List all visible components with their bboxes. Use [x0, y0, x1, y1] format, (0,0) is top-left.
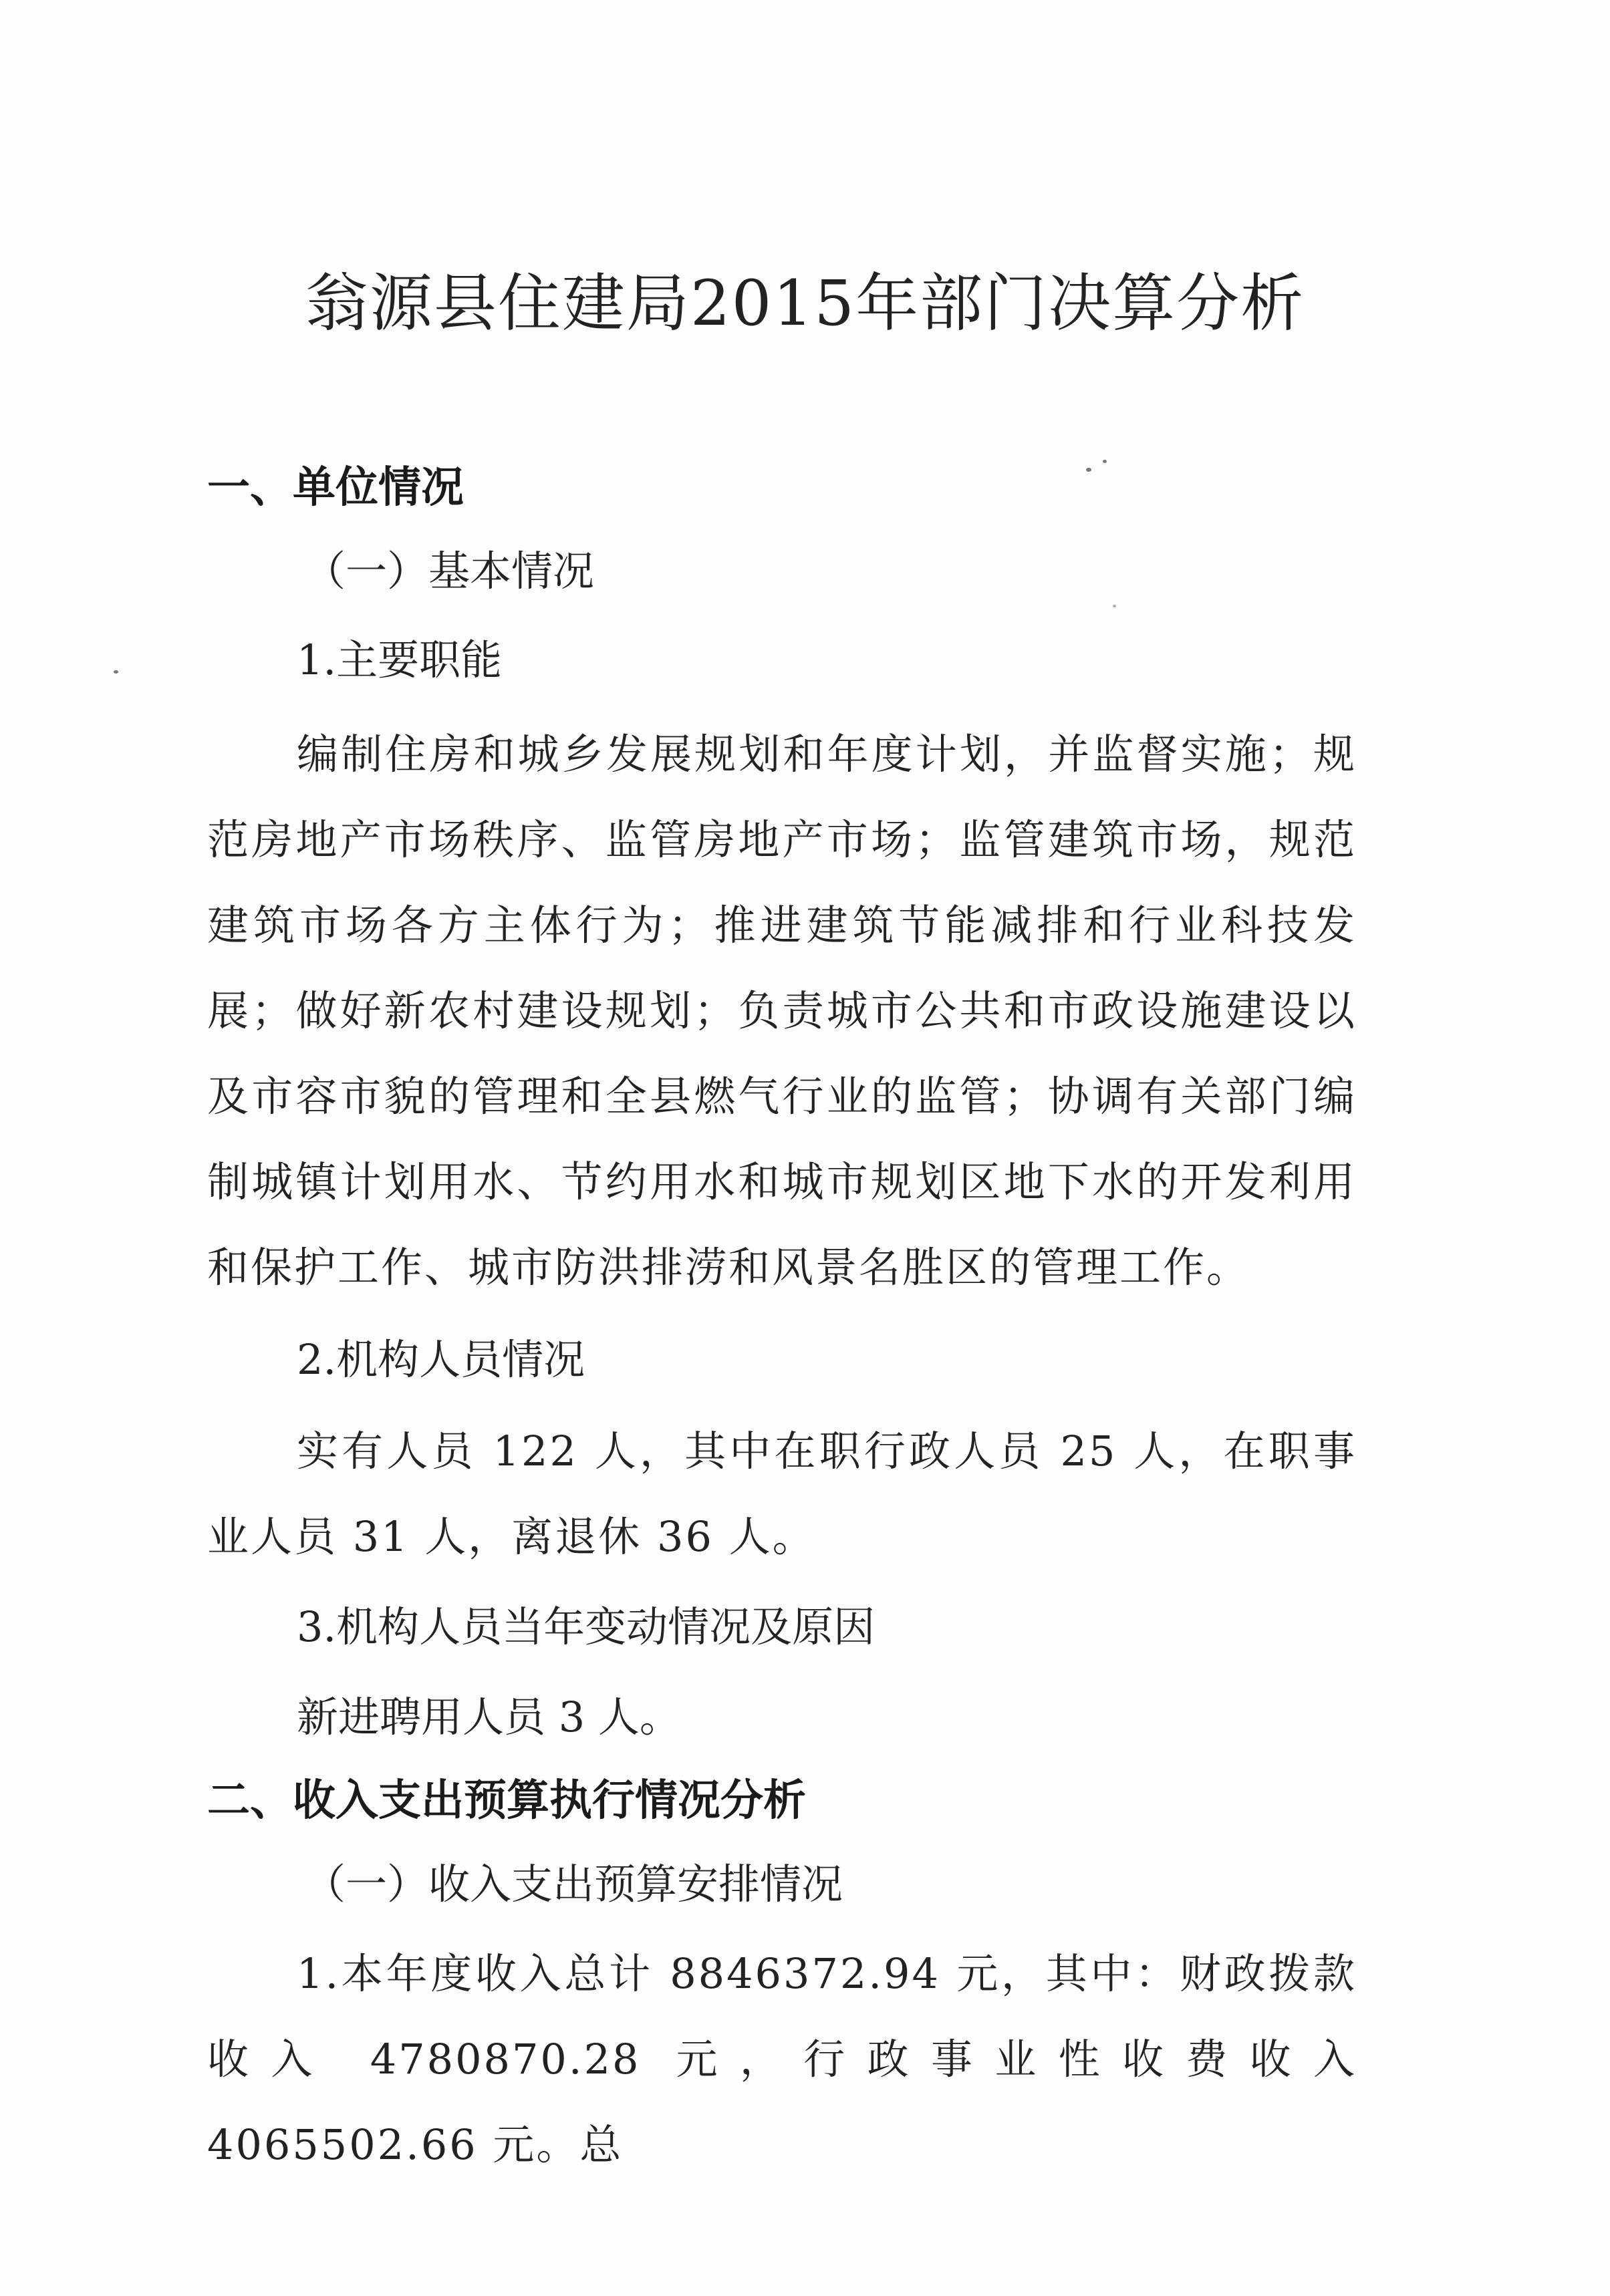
section2-item1-paragraph: 1.本年度收入总计 8846372.94 元，其中：财政拨款收入 4780870.28 元，行政事业性收费收入 4065502.66 元。总 — [207, 1949, 1357, 2169]
section2-heading: 二、收入支出预算执行情况分析 — [207, 1776, 806, 1826]
scan-speck — [114, 670, 118, 674]
section2-subheading: （一）收入支出预算安排情况 — [304, 1860, 843, 1908]
item2-paragraph: 实有人员 122 人，其中在职行政人员 25 人，在职事业人员 31 人，离退休 36 人。 — [207, 1427, 1357, 1561]
item3-title: 3.机构人员当年变动情况及原因 — [297, 1602, 876, 1651]
scan-speck — [1103, 460, 1107, 463]
section1-heading: 一、单位情况 — [207, 463, 464, 513]
document-title: 翁源县住建局2015年部门决算分析 — [305, 267, 1305, 340]
section1-subheading: （一）基本情况 — [304, 547, 595, 595]
scan-speck — [1113, 605, 1116, 607]
item2-title: 2.机构人员情况 — [297, 1335, 585, 1384]
item1-title: 1.主要职能 — [297, 635, 503, 684]
scan-speck — [1086, 468, 1091, 472]
item1-paragraph: 编制住房和城乡发展规划和年度计划，并监督实施；规范房地产市场秩序、监管房地产市场；监管建筑市场，规范建筑市场各方主体行为；推进建筑节能减排和行业科技发展；做好新农村建设规划；负责城市公共和市政设施建设以及市容市貌的管理和全县燃气行业的监管；协调有关部门编制城镇计划用水、节约用水和城市规划区地下水的开发利用和保护工作、城市防洪排涝和风景名胜区的管理工作。 — [207, 730, 1357, 1292]
item3-paragraph: 新进聘用人员 3 人。 — [297, 1693, 681, 1741]
